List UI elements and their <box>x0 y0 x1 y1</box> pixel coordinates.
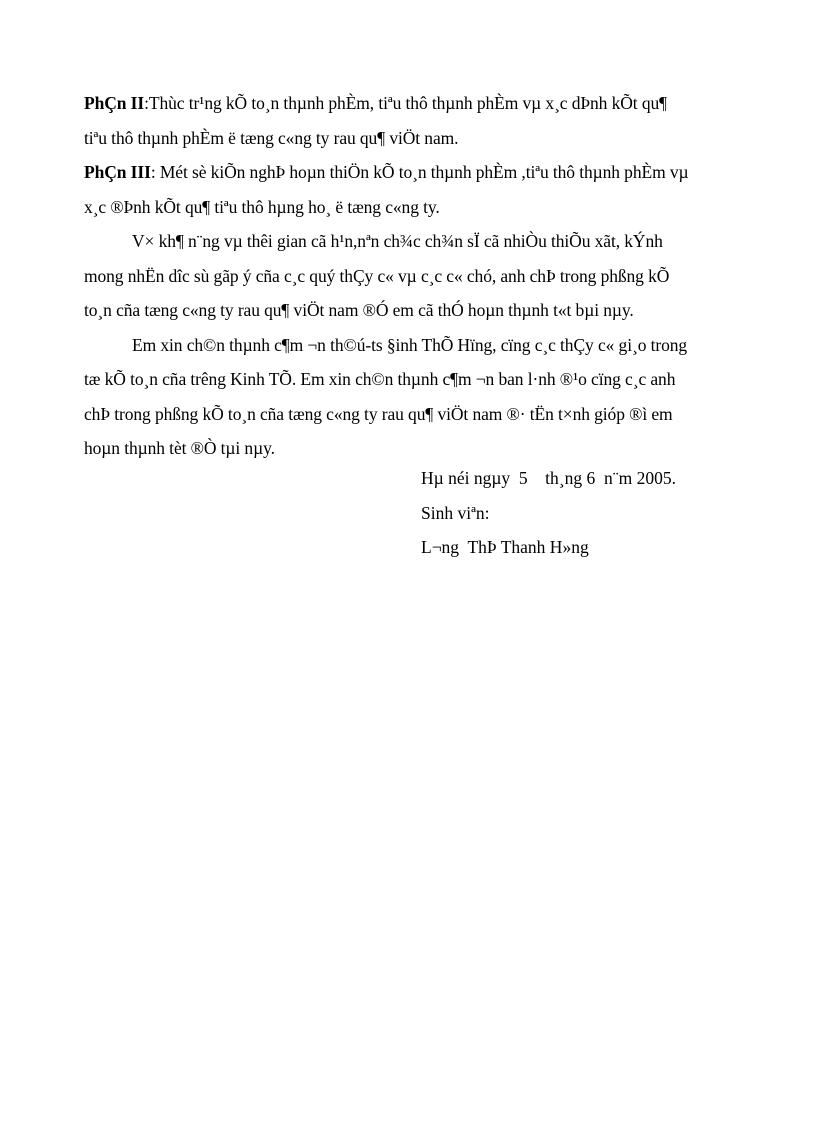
signature-date: Hµ néi ngµy 5 th¸ng 6 n¨m 2005. <box>421 468 676 488</box>
part2-line-2: tiªu thô thµnh phÈm ë tæng c«ng ty rau qu¶ viÖt nam. <box>84 127 459 148</box>
signature-role: Sinh viªn: <box>421 502 490 523</box>
part2-line-1 <box>84 86 744 121</box>
paragraph2-line-3: chÞ trong phßng kÕ to¸n cña tæng c«ng ty rau qu¶ viÖt nam ®· tËn t×nh gióp ®ì em <box>84 403 673 424</box>
part2-title-text: :Thùc tr¹ng kÕ to¸n thµnh phÈm, tiªu thô thµnh phÈm vµ x¸c dÞnh kÕt qu¶ <box>144 93 667 113</box>
part3-title-text: : Mét sè kiÕn nghÞ hoµn thiÖn kÕ to¸n thµnh phÈm ,tiªu thô thµnh phÈm vµ <box>150 162 689 182</box>
part3-heading: PhÇn III <box>84 162 151 182</box>
part3-line-1 <box>84 155 744 190</box>
part2-heading: PhÇn II <box>84 93 145 113</box>
paragraph2-line-4: hoµn thµnh tèt ®Ò tµi nµy. <box>84 438 275 458</box>
paragraph2-line-2: tæ kÕ to¸n cña trêng Kinh TÕ. Em xin ch©n thµnh c¶m ¬n ban l·nh ®¹o cïng c¸c anh <box>84 369 676 389</box>
paragraph1-line-2: mong nhËn dîc sù gãp ý cña c¸c quý thÇy c« vµ c¸c c« chó, anh chÞ trong phßng kÕ <box>84 265 670 286</box>
paragraph1-line-3: to¸n cña tæng c«ng ty rau qu¶ viÖt nam ®Ó em cã thÓ hoµn thµnh t«t bµi nµy. <box>84 300 634 320</box>
part3-line-2: x¸c ®Þnh kÕt qu¶ tiªu thô hµng ho¸ ë tæng c«ng ty. <box>84 196 440 217</box>
paragraph2-line-1: Em xin ch©n thµnh c¶m ¬n th©ú-ts §inh ThÕ Hïng, cïng c¸c thÇy c« gi¸o trong <box>132 334 688 355</box>
paragraph1-line-1: V× kh¶ n¨ng vµ thêi gian cã h¹n,nªn ch¾c ch¾n sÏ cã nhiÒu thiÕu xãt, kÝnh <box>132 231 663 251</box>
signature-name: L¬ng ThÞ Thanh H»ng <box>421 537 589 557</box>
signature-block <box>421 461 676 565</box>
document-body <box>84 86 744 466</box>
